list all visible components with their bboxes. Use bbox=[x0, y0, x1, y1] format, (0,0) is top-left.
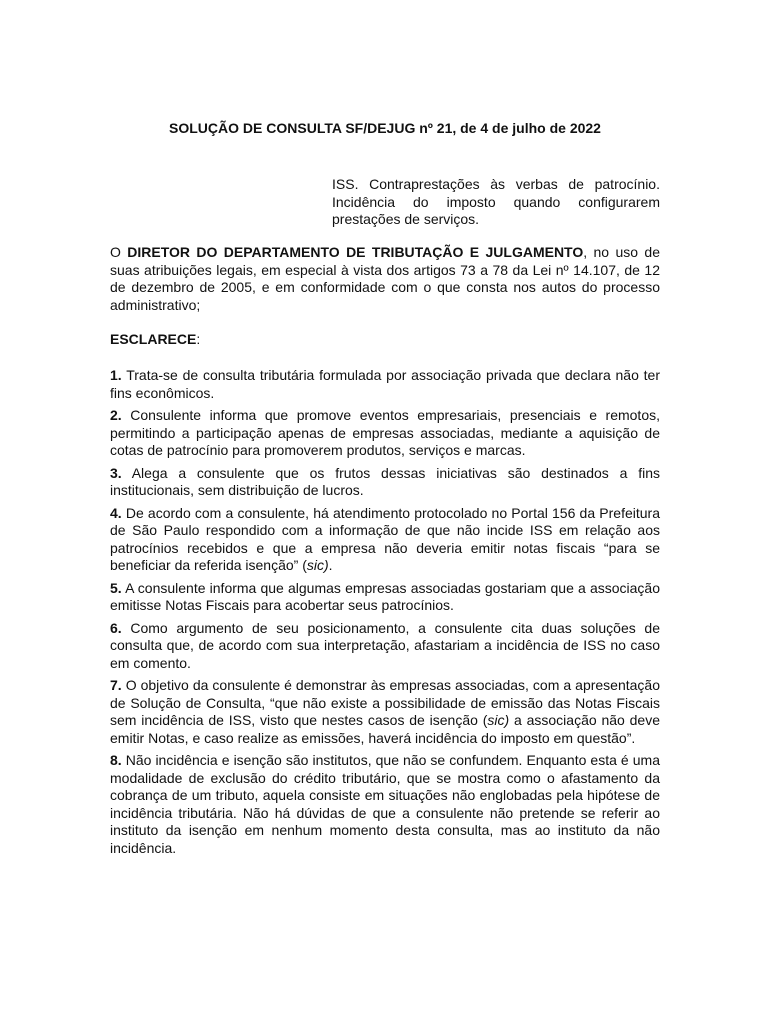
list-item bbox=[110, 580, 660, 615]
item-number: 6. bbox=[110, 619, 122, 636]
list-item bbox=[110, 367, 660, 402]
item-number: 1. bbox=[110, 367, 122, 383]
item-number: 5. bbox=[110, 579, 122, 596]
list-item bbox=[110, 620, 660, 673]
item-text: Não incidência e isenção são institutos, que não se confundem. Enquanto esta é uma modalidade de exclusão do crédito tributário, que se mostra como o afastamento da cobrança de um tributo, aquela consiste em situações não englobadas pela hipótese de incidência tributária. Não há dúvidas de que a consulente não pretende se referir ao instituto da isenção em nenhum momento desta consulta, mas ao instituto da não incidência. bbox=[110, 752, 660, 856]
list-item bbox=[110, 677, 660, 747]
item-italic: sic) bbox=[487, 712, 510, 728]
intro-prefix: O bbox=[110, 244, 128, 260]
item-number: 2. bbox=[110, 407, 122, 423]
item-italic: sic) bbox=[306, 557, 329, 573]
item-text: O objetivo da consulente é demonstrar às empresas associadas, com a apresentação de Solução de Consulta, “que não existe a possibilidade de emissão das Notas Fiscais sem incidência de ISS, visto que nestes casos de isenção ( bbox=[110, 677, 660, 728]
intro-text: , no uso de suas atribuições legais, em especial à vista dos artigos 73 a 78 da Lei nº 14.107, de 12 de dezembro de 2005, e em conformidade com o que consta nos autos do processo administrativo; bbox=[110, 244, 661, 313]
item-text: Alega a consulente que os frutos dessas iniciativas são destinados a fins institucionais, sem distribuição de lucros. bbox=[110, 464, 660, 498]
authority-name: DIRETOR DO DEPARTAMENTO DE TRIBUTAÇÃO E JULGAMENTO bbox=[127, 244, 584, 260]
list-item bbox=[110, 505, 660, 575]
esclarece-label: ESCLARECE bbox=[110, 331, 197, 347]
item-text: Consulente informa que promove eventos empresariais, presenciais e remotos, permitindo a participação apenas de empresas associadas, mediante a aquisição de cotas de patrocínio para promoverem produtos, serviços e marcas. bbox=[110, 407, 660, 458]
esclarece-colon: : bbox=[196, 331, 201, 347]
item-text: Trata-se de consulta tributária formulada por associação privada que declara não ter fins econômicos. bbox=[110, 367, 660, 401]
document-title: SOLUÇÃO DE CONSULTA SF/DEJUG nº 21, de 4 de julho de 2022 bbox=[169, 120, 601, 136]
item-number: 3. bbox=[110, 464, 122, 481]
item-text: De acordo com a consulente, há atendimento protocolado no Portal 156 da Prefeitura de São Paulo respondido com a informação de que não incide ISS em relação aos patrocínios recebidos e que a empresa não deveria emitir notas fiscais “para se beneficiar da referida isenção” ( bbox=[110, 504, 660, 573]
item-text: Como argumento de seu posicionamento, a consulente cita duas soluções de consulta que, de acordo com sua interpretação, afastariam a incidência de ISS no caso em comento. bbox=[110, 619, 660, 671]
items-list bbox=[110, 367, 660, 862]
item-number: 8. bbox=[110, 752, 122, 768]
list-item bbox=[110, 465, 660, 500]
esclarece-heading bbox=[110, 331, 660, 349]
item-number: 7. bbox=[110, 677, 122, 693]
item-tail: a associação não deve emitir Notas, e caso realize as emissões, haverá incidência do imposto em questão”. bbox=[110, 712, 660, 746]
list-item bbox=[110, 407, 660, 460]
ementa-summary: ISS. Contraprestações às verbas de patrocínio. Incidência do imposto quando configurarem prestações de serviços. bbox=[332, 176, 660, 227]
list-item bbox=[110, 752, 660, 857]
item-tail: . bbox=[328, 557, 333, 573]
intro-paragraph bbox=[110, 244, 660, 314]
item-text: A consulente informa que algumas empresas associadas gostariam que a associação emitisse Notas Fiscais para acobertar seus patrocínios. bbox=[110, 579, 660, 613]
item-number: 4. bbox=[110, 504, 122, 521]
